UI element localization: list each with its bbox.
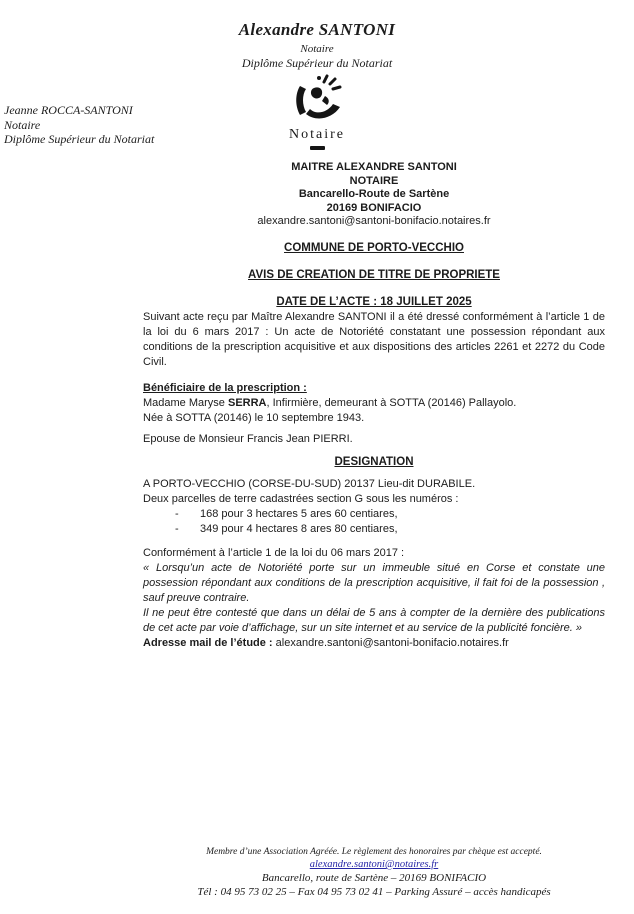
- heading-date-acte: DATE DE L’ACTE : 18 JUILLET 2025: [276, 295, 472, 308]
- secondary-notary-name: Jeanne ROCCA-SANTONI: [4, 103, 133, 117]
- law-quote-part1: « Lorsqu’un acte de Notoriété porte sur un immeuble situé en Corse et constate une possession répondant aux conditions de la prescription acquisitive, il fait foi de la possession , sauf preuve contraire.: [143, 561, 605, 604]
- parcel-item: [143, 507, 605, 522]
- notary-name: Alexandre SANTONI: [238, 20, 396, 39]
- designation-heading: DESIGNATION: [334, 455, 414, 468]
- notaire-logo-dash: [310, 146, 325, 150]
- footer-email-link[interactable]: alexandre.santoni@notaires.fr: [309, 859, 439, 870]
- law-reference-block: [143, 546, 605, 651]
- beneficiary-suffix: , Infirmière, demeurant à SOTTA (20146) Pallayolo.: [266, 396, 517, 409]
- notaire-figure-icon: [284, 109, 350, 126]
- heading-commune: COMMUNE DE PORTO-VECCHIO: [284, 241, 464, 254]
- office-email: alexandre.santoni@santoni-bonifacio.notaires.fr: [257, 215, 491, 227]
- office-mail-value: alexandre.santoni@santoni-bonifacio.notaires.fr: [275, 636, 509, 649]
- footer-email-line: [143, 858, 605, 871]
- document-body: [143, 161, 605, 651]
- office-mail-label: Adresse mail de l’étude :: [143, 636, 276, 649]
- beneficiary-birth-line: Née à SOTTA (20146) le 10 septembre 1943.: [143, 411, 365, 424]
- law-quote-part2: Il ne peut être contesté que dans un délai de 5 ans à compter de la dernière des publications de cet acte par voie d’affichage, sur un site internet et au service de la publicité foncière. »: [143, 606, 605, 634]
- letterhead: [0, 20, 634, 71]
- page-footer: [143, 846, 605, 900]
- parcel-text: 168 pour 3 hectares 5 ares 60 centiares,: [200, 507, 398, 520]
- notaire-logo-label: Notaire: [289, 127, 345, 142]
- office-city: 20169 BONIFACIO: [326, 201, 422, 214]
- notary-diploma: Diplôme Supérieur du Notariat: [241, 56, 393, 70]
- parcel-text: 349 pour 4 hectares 8 ares 80 centiares,: [200, 522, 398, 535]
- secondary-notary-block: [4, 103, 154, 147]
- office-address-block: [143, 161, 605, 229]
- office-street: Bancarello-Route de Sartène: [298, 188, 450, 200]
- parcels-intro-line: Deux parcelles de terre cadastrées section G sous les numéros :: [143, 492, 459, 505]
- intro-paragraph: Suivant acte reçu par Maître Alexandre SANTONI il a été dressé conformément à l’article 1 de la loi du 6 mars 2017 : Un acte de Notoriété constatant une possession répondant aux conditions de la prescription acquisitive et aux dispositions des articles 2261 et 2272 du Code Civil.: [143, 310, 605, 368]
- secondary-notary-title: Notaire: [4, 117, 41, 132]
- office-role: NOTAIRE: [349, 174, 399, 187]
- beneficiary-line: [143, 396, 605, 411]
- notary-title: Notaire: [300, 43, 334, 55]
- beneficiary-spouse-line: Epouse de Monsieur Francis Jean PIERRI.: [143, 432, 353, 445]
- notaire-logo: [267, 74, 367, 150]
- beneficiary-heading: Bénéficiaire de la prescription :: [143, 381, 307, 394]
- parcel-dash: -: [175, 522, 179, 535]
- heading-avis: AVIS DE CREATION DE TITRE DE PROPRIETE: [248, 268, 500, 281]
- footer-address: Bancarello, route de Sartène – 20169 BONIFACIO: [261, 872, 487, 884]
- law-intro-line: Conformément à l’article 1 de la loi du 06 mars 2017 :: [143, 546, 405, 559]
- office-name: MAITRE ALEXANDRE SANTONI: [291, 161, 457, 173]
- property-location-line: A PORTO-VECCHIO (CORSE-DU-SUD) 20137 Lieu-dit DURABILE.: [143, 477, 476, 490]
- office-mail-line: [143, 636, 605, 651]
- parcel-dash: -: [175, 507, 179, 520]
- beneficiary-prefix: Madame Maryse: [143, 396, 228, 409]
- beneficiary-name: SERRA: [227, 396, 267, 409]
- footer-membership: Membre d’une Association Agréée. Le règlement des honoraires par chèque est accepté.: [206, 847, 542, 857]
- secondary-notary-diploma: Diplôme Supérieur du Notariat: [4, 132, 155, 146]
- parcel-item: [143, 522, 605, 537]
- footer-contact: Tél : 04 95 73 02 25 – Fax 04 95 73 02 41 – Parking Assuré – accès handicapés: [197, 886, 551, 898]
